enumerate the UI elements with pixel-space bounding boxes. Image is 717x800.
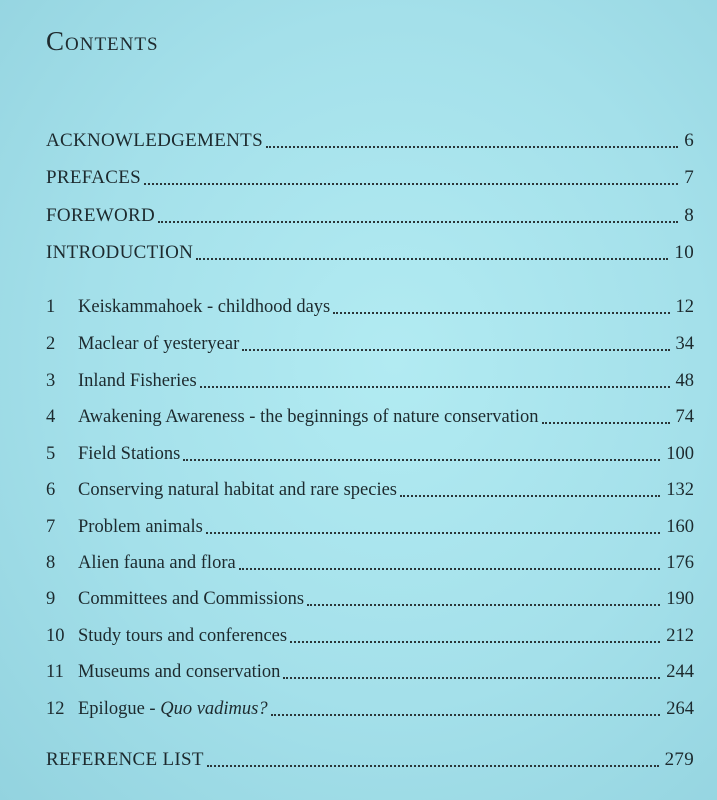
toc-entry-label: PREFACES <box>46 167 141 188</box>
toc-chapter-7[interactable] <box>46 512 694 538</box>
toc-page-number: 100 <box>666 444 694 464</box>
dot-leader <box>158 221 678 223</box>
toc-page-number: 8 <box>684 205 694 226</box>
dot-leader <box>196 258 668 260</box>
chapter-title: Alien fauna and flora <box>78 553 236 573</box>
chapter-title: Conserving natural habitat and rare species <box>78 480 398 500</box>
toc-chapter-9[interactable] <box>46 584 694 610</box>
chapter-number: 6 <box>46 480 56 500</box>
toc-chapter-4[interactable] <box>46 402 694 428</box>
toc-entry-foreword[interactable] <box>46 201 694 227</box>
dot-leader <box>266 146 678 148</box>
toc-entry-introduction[interactable] <box>46 238 694 264</box>
toc-page-number: 190 <box>666 589 694 609</box>
chapter-number: 12 <box>46 699 65 719</box>
chapter-title: Inland Fisheries <box>78 371 197 391</box>
chapter-title: Study tours and conferences <box>78 626 288 646</box>
toc-chapter-6[interactable] <box>46 475 694 501</box>
chapter-title: Field Stations <box>78 444 181 464</box>
toc-page-number: 6 <box>684 130 694 151</box>
chapter-title: Museums and conservation <box>78 662 281 682</box>
chapter-title: Awakening Awareness - the beginnings of nature conservation <box>78 407 539 427</box>
toc-chapter-1[interactable] <box>46 292 694 318</box>
toc-page-number: 7 <box>684 167 694 188</box>
dot-leader <box>290 641 660 643</box>
toc-page-number: 176 <box>666 553 694 573</box>
dot-leader <box>183 459 660 461</box>
chapter-title: Problem animals <box>78 517 203 537</box>
toc-page-number: 74 <box>675 407 694 427</box>
dot-leader <box>283 677 660 679</box>
toc-page-number: 48 <box>675 371 694 391</box>
toc-chapter-5[interactable] <box>46 439 694 465</box>
dot-leader <box>542 422 670 424</box>
chapter-number: 11 <box>46 662 64 682</box>
dot-leader <box>400 495 660 497</box>
dot-leader <box>206 532 660 534</box>
chapter-number: 2 <box>46 334 56 354</box>
toc-page-number: 132 <box>666 480 694 500</box>
chapter-number: 5 <box>46 444 56 464</box>
chapter-title-plain: Epilogue - <box>78 699 161 719</box>
dot-leader <box>307 604 660 606</box>
dot-leader <box>242 349 669 351</box>
chapter-number: 9 <box>46 589 56 609</box>
toc-chapter-2[interactable] <box>46 329 694 355</box>
toc-entry-label: INTRODUCTION <box>46 242 194 263</box>
toc-entry-reference-list[interactable] <box>46 745 694 771</box>
dot-leader <box>271 714 661 716</box>
chapter-title <box>78 698 268 720</box>
toc-page-number: 244 <box>666 662 694 682</box>
chapter-number: 3 <box>46 371 56 391</box>
dot-leader <box>200 386 670 388</box>
toc-entry-acknowledgements[interactable] <box>46 126 694 152</box>
chapter-title-italic: Quo vadimus? <box>160 699 268 719</box>
toc-entry-prefaces[interactable] <box>46 163 694 189</box>
dot-leader <box>207 765 659 767</box>
toc-chapter-8[interactable] <box>46 548 694 574</box>
page-title: Contents <box>46 26 159 56</box>
chapter-number: 10 <box>46 626 65 646</box>
chapter-title: Keiskammahoek - childhood days <box>78 297 331 317</box>
toc-page-number: 212 <box>666 626 694 646</box>
toc-chapter-3[interactable] <box>46 366 694 392</box>
toc-entry-label: ACKNOWLEDGEMENTS <box>46 130 263 151</box>
chapter-number: 4 <box>46 407 56 427</box>
toc-chapter-10[interactable] <box>46 621 694 647</box>
toc-entry-label: FOREWORD <box>46 205 156 226</box>
toc-page-number: 279 <box>664 749 694 770</box>
chapter-title: Maclear of yesteryear <box>78 334 240 354</box>
chapter-number: 1 <box>46 297 56 317</box>
toc-page-number: 34 <box>675 334 694 354</box>
chapter-number: 8 <box>46 553 56 573</box>
toc-page-number: 10 <box>674 242 694 263</box>
toc-chapter-12[interactable] <box>46 694 694 720</box>
dot-leader <box>144 183 678 185</box>
toc-page-number: 12 <box>675 297 694 317</box>
toc-page-number: 160 <box>666 517 694 537</box>
dot-leader <box>239 568 661 570</box>
toc-page-number: 264 <box>666 699 694 719</box>
chapter-number: 7 <box>46 517 56 537</box>
chapter-title: Committees and Commissions <box>78 589 305 609</box>
toc-chapter-11[interactable] <box>46 657 694 683</box>
toc-entry-label: REFERENCE LIST <box>46 749 204 770</box>
dot-leader <box>333 312 669 314</box>
